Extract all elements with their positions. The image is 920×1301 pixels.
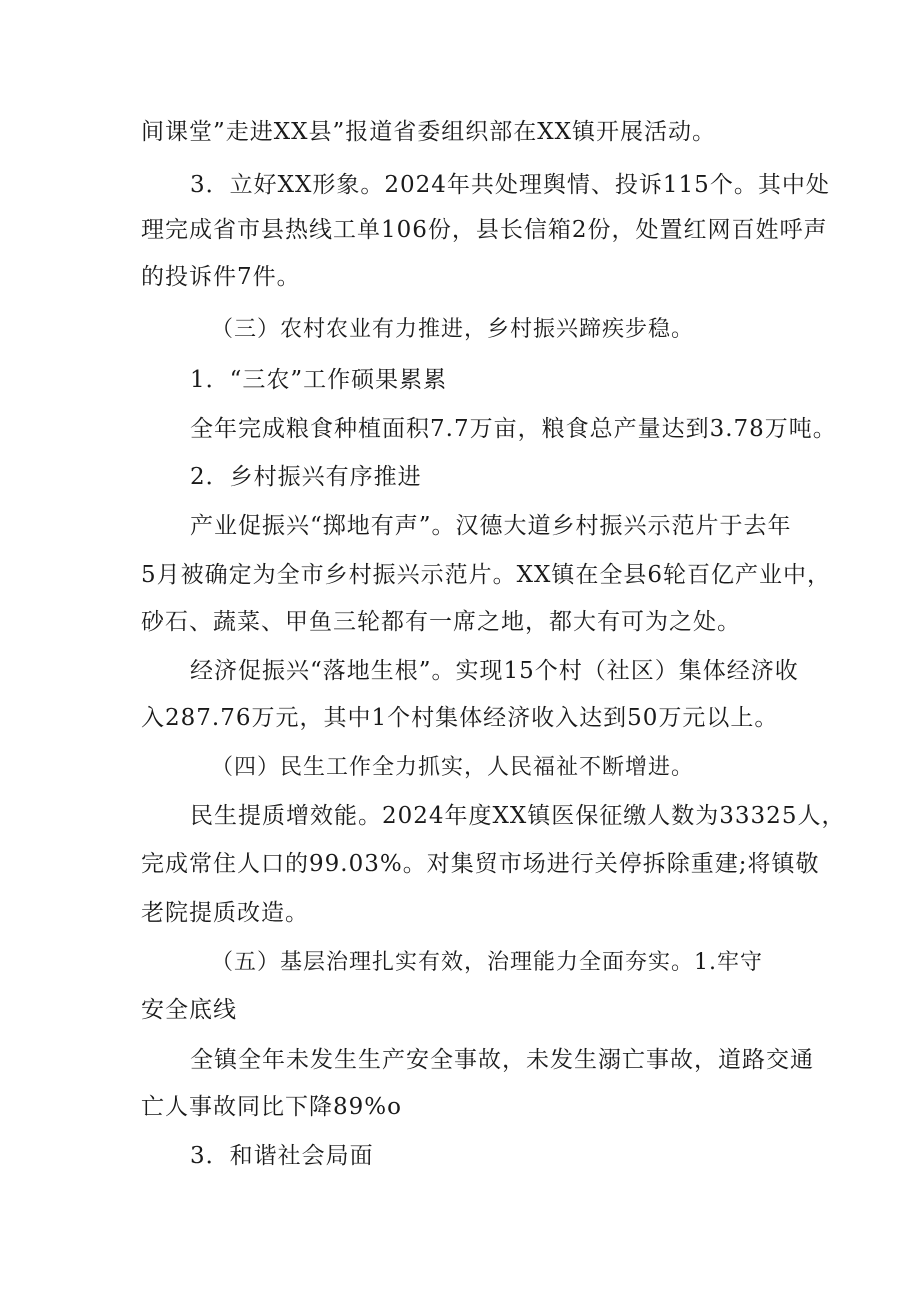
- text-line-3: 理完成省市县热线工单106份，县长信箱2份，处置红网百姓呼声: [141, 217, 828, 243]
- text-line-16: 完成常住人口的99.03%。对集贸市场进行关停拆除重建;将镇敬: [141, 851, 820, 877]
- text-line-21: 亡人事故同比下降89%o: [141, 1094, 402, 1120]
- text-line-10: 5月被确定为全市乡村振兴示范片。XX镇在全县6轮百亿产业中，: [141, 562, 832, 588]
- subheading-2: 2．乡村振兴有序推进: [190, 464, 422, 490]
- text-line-1: 间课堂”走进XX县”报道省委组织部在XX镇开展活动。: [141, 119, 717, 145]
- section-heading-4: （四）民生工作全力抓实，人民福祉不断增进。: [211, 755, 695, 780]
- text-line-9: 产业促振兴“掷地有声”。汉德大道乡村振兴示范片于去年: [190, 513, 792, 539]
- text-line-11: 砂石、蔬菜、甲鱼三轮都有一席之地，都大有可为之处。: [141, 609, 741, 635]
- section-heading-3: （三）农村农业有力推进，乡村振兴蹄疾步稳。: [211, 317, 695, 342]
- section-heading-5: （五）基层治理扎实有效，治理能力全面夯实。1.牢守: [211, 950, 763, 975]
- text-line-15: 民生提质增效能。2024年度XX镇医保征缴人数为33325人，: [190, 803, 846, 829]
- text-line-13: 入287.76万元，其中1个村集体经济收入达到50万元以上。: [141, 705, 779, 731]
- text-line-7: 全年完成粮食种植面积7.7万亩，粮食总产量达到3.78万吨。: [190, 416, 837, 442]
- text-line-4: 的投诉件7件。: [141, 264, 301, 290]
- subheading-3: 3．和谐社会局面: [190, 1143, 374, 1169]
- text-line-12: 经济促振兴“落地生根”。实现15个村（社区）集体经济收: [190, 658, 799, 684]
- text-line-20: 全镇全年未发生生产安全事故，未发生溺亡事故，道路交通: [190, 1047, 814, 1073]
- text-line-19: 安全底线: [141, 997, 237, 1023]
- text-line-2: 3．立好XX形象。2024年共处理舆情、投诉115个。其中处: [190, 172, 830, 198]
- subheading-1: 1．“三农”工作硕果累累: [190, 367, 448, 393]
- text-line-17: 老院提质改造。: [141, 900, 309, 926]
